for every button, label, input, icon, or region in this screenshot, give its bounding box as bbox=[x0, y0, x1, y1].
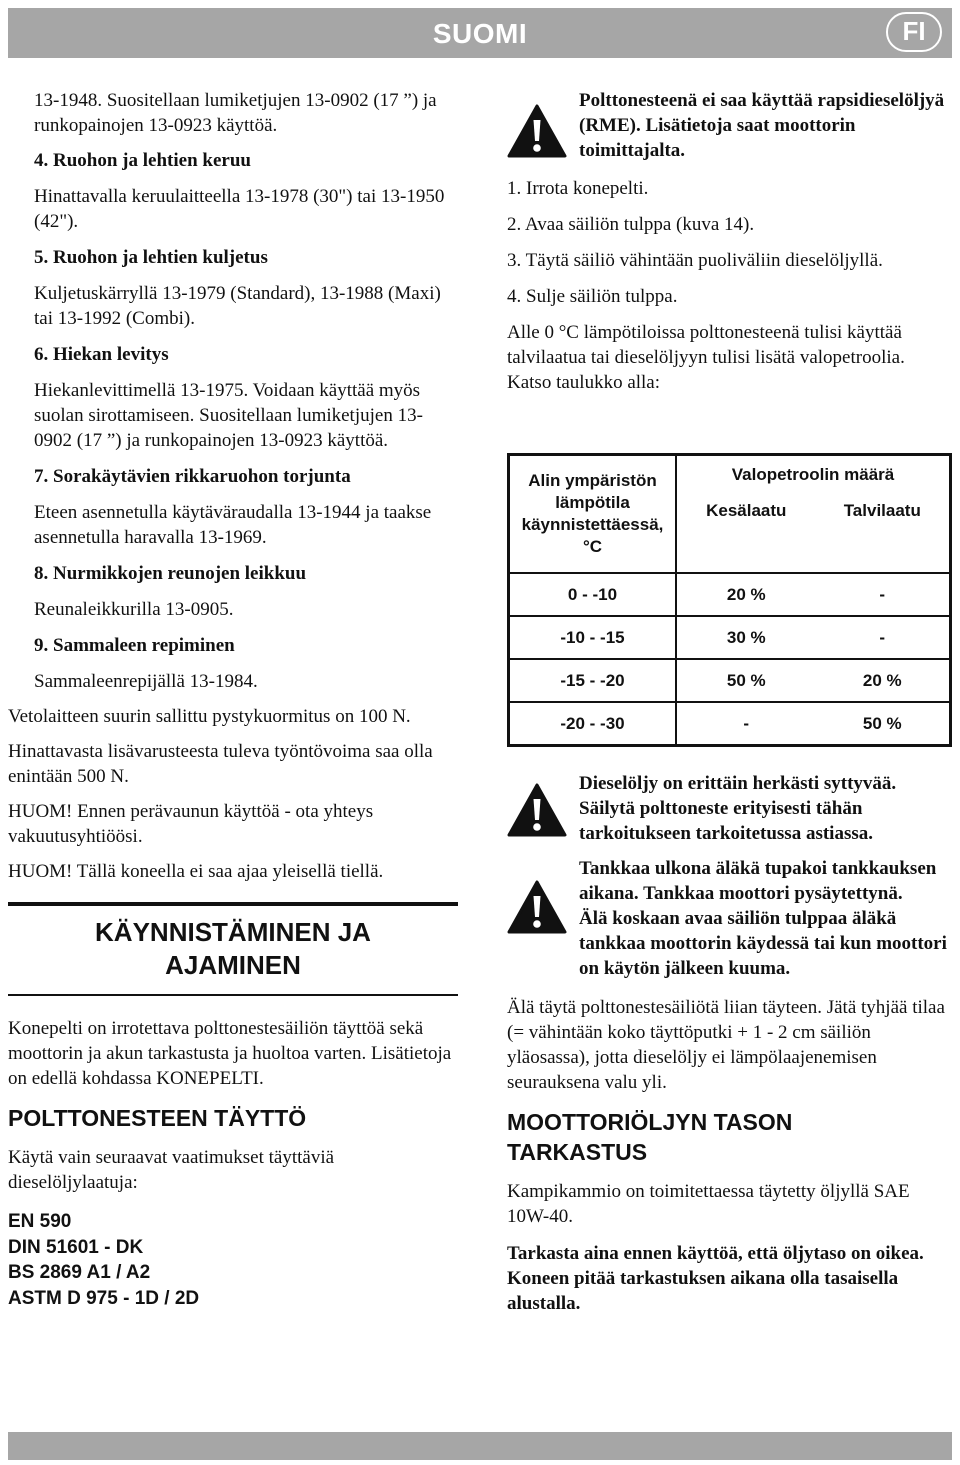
note-trailer-insurance: HUOM! Ennen perävaunun käyttöä - ota yhteys vakuutusyhtiöösi. bbox=[8, 801, 374, 847]
intro-paragraph: 13-1948. Suositellaan lumiketjujen 13-0902 (17 ”) ja runkopainojen 13-0923 käyttöä. bbox=[34, 90, 437, 136]
item-heading: 6. Hiekan levitys bbox=[34, 344, 169, 365]
right-column bbox=[507, 88, 952, 1316]
table-cell: -20 - -30 bbox=[509, 702, 677, 746]
item-body: Sammaleenrepijällä 13-1984. bbox=[34, 671, 258, 692]
table-cell: 50 % bbox=[862, 713, 902, 733]
item-body: Reunaleikkurilla 13-0905. bbox=[34, 599, 234, 620]
table-header-summer: Kesälaatu bbox=[706, 501, 787, 520]
page-footer-bar bbox=[8, 1432, 952, 1460]
spec-item: BS 2869 A1 / A2 bbox=[8, 1262, 151, 1283]
warning-triangle-icon bbox=[507, 88, 579, 165]
item-heading: 7. Sorakäytävien rikkaruohon torjunta bbox=[34, 466, 351, 487]
warning-refuel-outdoors: Tankkaa ulkona äläkä tupakoi tankkauksen aikana. Tankkaa moottori pysäytettynä. bbox=[579, 858, 937, 904]
item-body: Kuljetuskärryllä 13-1979 (Standard), 13-1988 (Maxi) tai 13-1992 (Combi). bbox=[34, 283, 441, 329]
spec-item: ASTM D 975 - 1D / 2D bbox=[8, 1287, 200, 1309]
oil-heading-line1: MOOTTORIÖLJYN TASON bbox=[507, 1109, 793, 1135]
warning-refuel-hot-engine: Älä koskaan avaa säiliön tulppaa äläkä tankkaa moottorin käydessä tai kun moottori on käytön jälkeen kuuma. bbox=[579, 908, 947, 979]
language-code-badge: FI bbox=[886, 12, 942, 52]
table-cell: - bbox=[743, 713, 750, 733]
table-cell: 20 % bbox=[862, 670, 902, 690]
spec-item: DIN 51601 - DK bbox=[8, 1236, 144, 1258]
fuel-step: 3. Täytä säiliö vähintään puoliväliin dieselöljyllä. bbox=[507, 250, 883, 271]
section-intro: Konepelti on irrotettava polttonestesäiliön täyttöä sekä moottorin ja akun tarkastusta ja huoltoa varten. Lisätietoja on edellä kohdassa KONEPELTI. bbox=[8, 1018, 452, 1089]
item-heading: 9. Sammaleen repiminen bbox=[34, 635, 235, 656]
note-public-road: HUOM! Tällä koneella ei saa ajaa yleisellä tiellä. bbox=[8, 861, 384, 882]
table-cell: -10 - -15 bbox=[509, 616, 677, 659]
table-header-kerosene: Valopetroolin määrä bbox=[731, 465, 895, 484]
fuel-step: 2. Avaa säiliön tulppa (kuva 14). bbox=[507, 214, 755, 235]
note-push-force: Hinattavasta lisävarusteesta tuleva työntövoima saa olla enintään 500 N. bbox=[8, 741, 433, 787]
section-title-line2: AJAMINEN bbox=[165, 950, 301, 980]
cold-weather-note: Alle 0 °C lämpötiloissa polttonesteenä tulisi käyttää talvilaatua tai dieselöljyyn tulisi lisätä valopetroolia. Katso taulukko alla: bbox=[507, 322, 905, 393]
item-body: Hiekanlevittimellä 13-1975. Voidaan käyttää myös suolan sirottamiseen. Suositellaan lumiketjujen 13-0902 (17 ”) ja runkopainojen 13-0923 käyttöä. bbox=[34, 380, 423, 451]
oil-fill-text: Kampikammio on toimitettaessa täytetty öljyllä SAE 10W-40. bbox=[507, 1181, 910, 1227]
item-body: Hinattavalla keruulaitteella 13-1978 (30") tai 13-1950 (42"). bbox=[34, 186, 445, 232]
left-column bbox=[8, 88, 458, 1311]
kerosene-table bbox=[507, 453, 952, 747]
table-cell: - bbox=[879, 584, 886, 604]
fuel-step: 4. Sulje säiliön tulppa. bbox=[507, 286, 678, 307]
spec-list bbox=[8, 1209, 458, 1311]
warning-triangle-icon bbox=[507, 856, 579, 941]
table-header-winter: Talvilaatu bbox=[843, 501, 921, 520]
oil-heading-line2: TARKASTUS bbox=[507, 1139, 648, 1165]
warning-rme bbox=[507, 88, 952, 165]
spec-item: EN 590 bbox=[8, 1211, 72, 1232]
section-title-block bbox=[8, 906, 458, 994]
fuel-intro: Käytä vain seuraavat vaatimukset täyttäviä dieselöljylaatuja: bbox=[8, 1147, 335, 1193]
table-cell: 0 - -10 bbox=[509, 573, 677, 616]
table-cell: - bbox=[879, 627, 886, 647]
warning-refuel-text bbox=[579, 856, 952, 981]
item-heading: 5. Ruohon ja lehtien kuljetus bbox=[34, 247, 268, 268]
oil-check-warning: Tarkasta aina ennen käyttöä, että öljytaso on oikea. Koneen pitää tarkastuksen aikana olla tasaisella alustalla. bbox=[507, 1243, 924, 1314]
page-header-bar bbox=[8, 8, 952, 58]
section-title-line1: KÄYNNISTÄMINEN JA bbox=[95, 917, 371, 947]
table-cell: 50 % bbox=[726, 670, 766, 690]
overfill-note: Älä täytä polttonestesäiliötä liian täyteen. Jätä tyhjää tilaa (= vähintään koko täyttöputki + 1 - 2 cm säiliön yläosassa), jotta dieselöljy ei lämpölaajenemisen seurauksena valu yli. bbox=[507, 997, 945, 1093]
table-header-temperature: Alin ympäristön lämpötila käynnistettäessä, °C bbox=[509, 455, 677, 574]
fuel-step: 1. Irrota konepelti. bbox=[507, 178, 649, 199]
section-rule-bottom bbox=[8, 994, 458, 996]
table-cell: 20 % bbox=[726, 584, 766, 604]
warning-flammable bbox=[507, 771, 952, 846]
warning-triangle-icon bbox=[507, 771, 579, 844]
warning-rme-text: Polttonesteenä ei saa käyttää rapsidieselöljyä (RME). Lisätietoja saat moottorin toimittajalta. bbox=[579, 90, 945, 161]
note-vertical-load: Vetolaitteen suurin sallittu pystykuormitus on 100 N. bbox=[8, 706, 411, 727]
language-title: SUOMI bbox=[432, 18, 528, 49]
item-heading: 4. Ruohon ja lehtien keruu bbox=[34, 150, 251, 171]
warning-flammable-text: Dieselöljy on erittäin herkästi syttyvää. Säilytä polttoneste erityisesti tähän tarkoitukseen tarkoitetussa astiassa. bbox=[579, 773, 897, 844]
fuel-heading: POLTTONESTEEN TÄYTTÖ bbox=[8, 1105, 307, 1131]
item-heading: 8. Nurmikkojen reunojen leikkuu bbox=[34, 563, 307, 584]
warning-refuel bbox=[507, 856, 952, 981]
table-cell: 30 % bbox=[726, 627, 766, 647]
item-body: Eteen asennetulla käytäväraudalla 13-1944 ja taakse asennetulla haravalla 13-1969. bbox=[34, 502, 432, 548]
table-cell: -15 - -20 bbox=[509, 659, 677, 702]
